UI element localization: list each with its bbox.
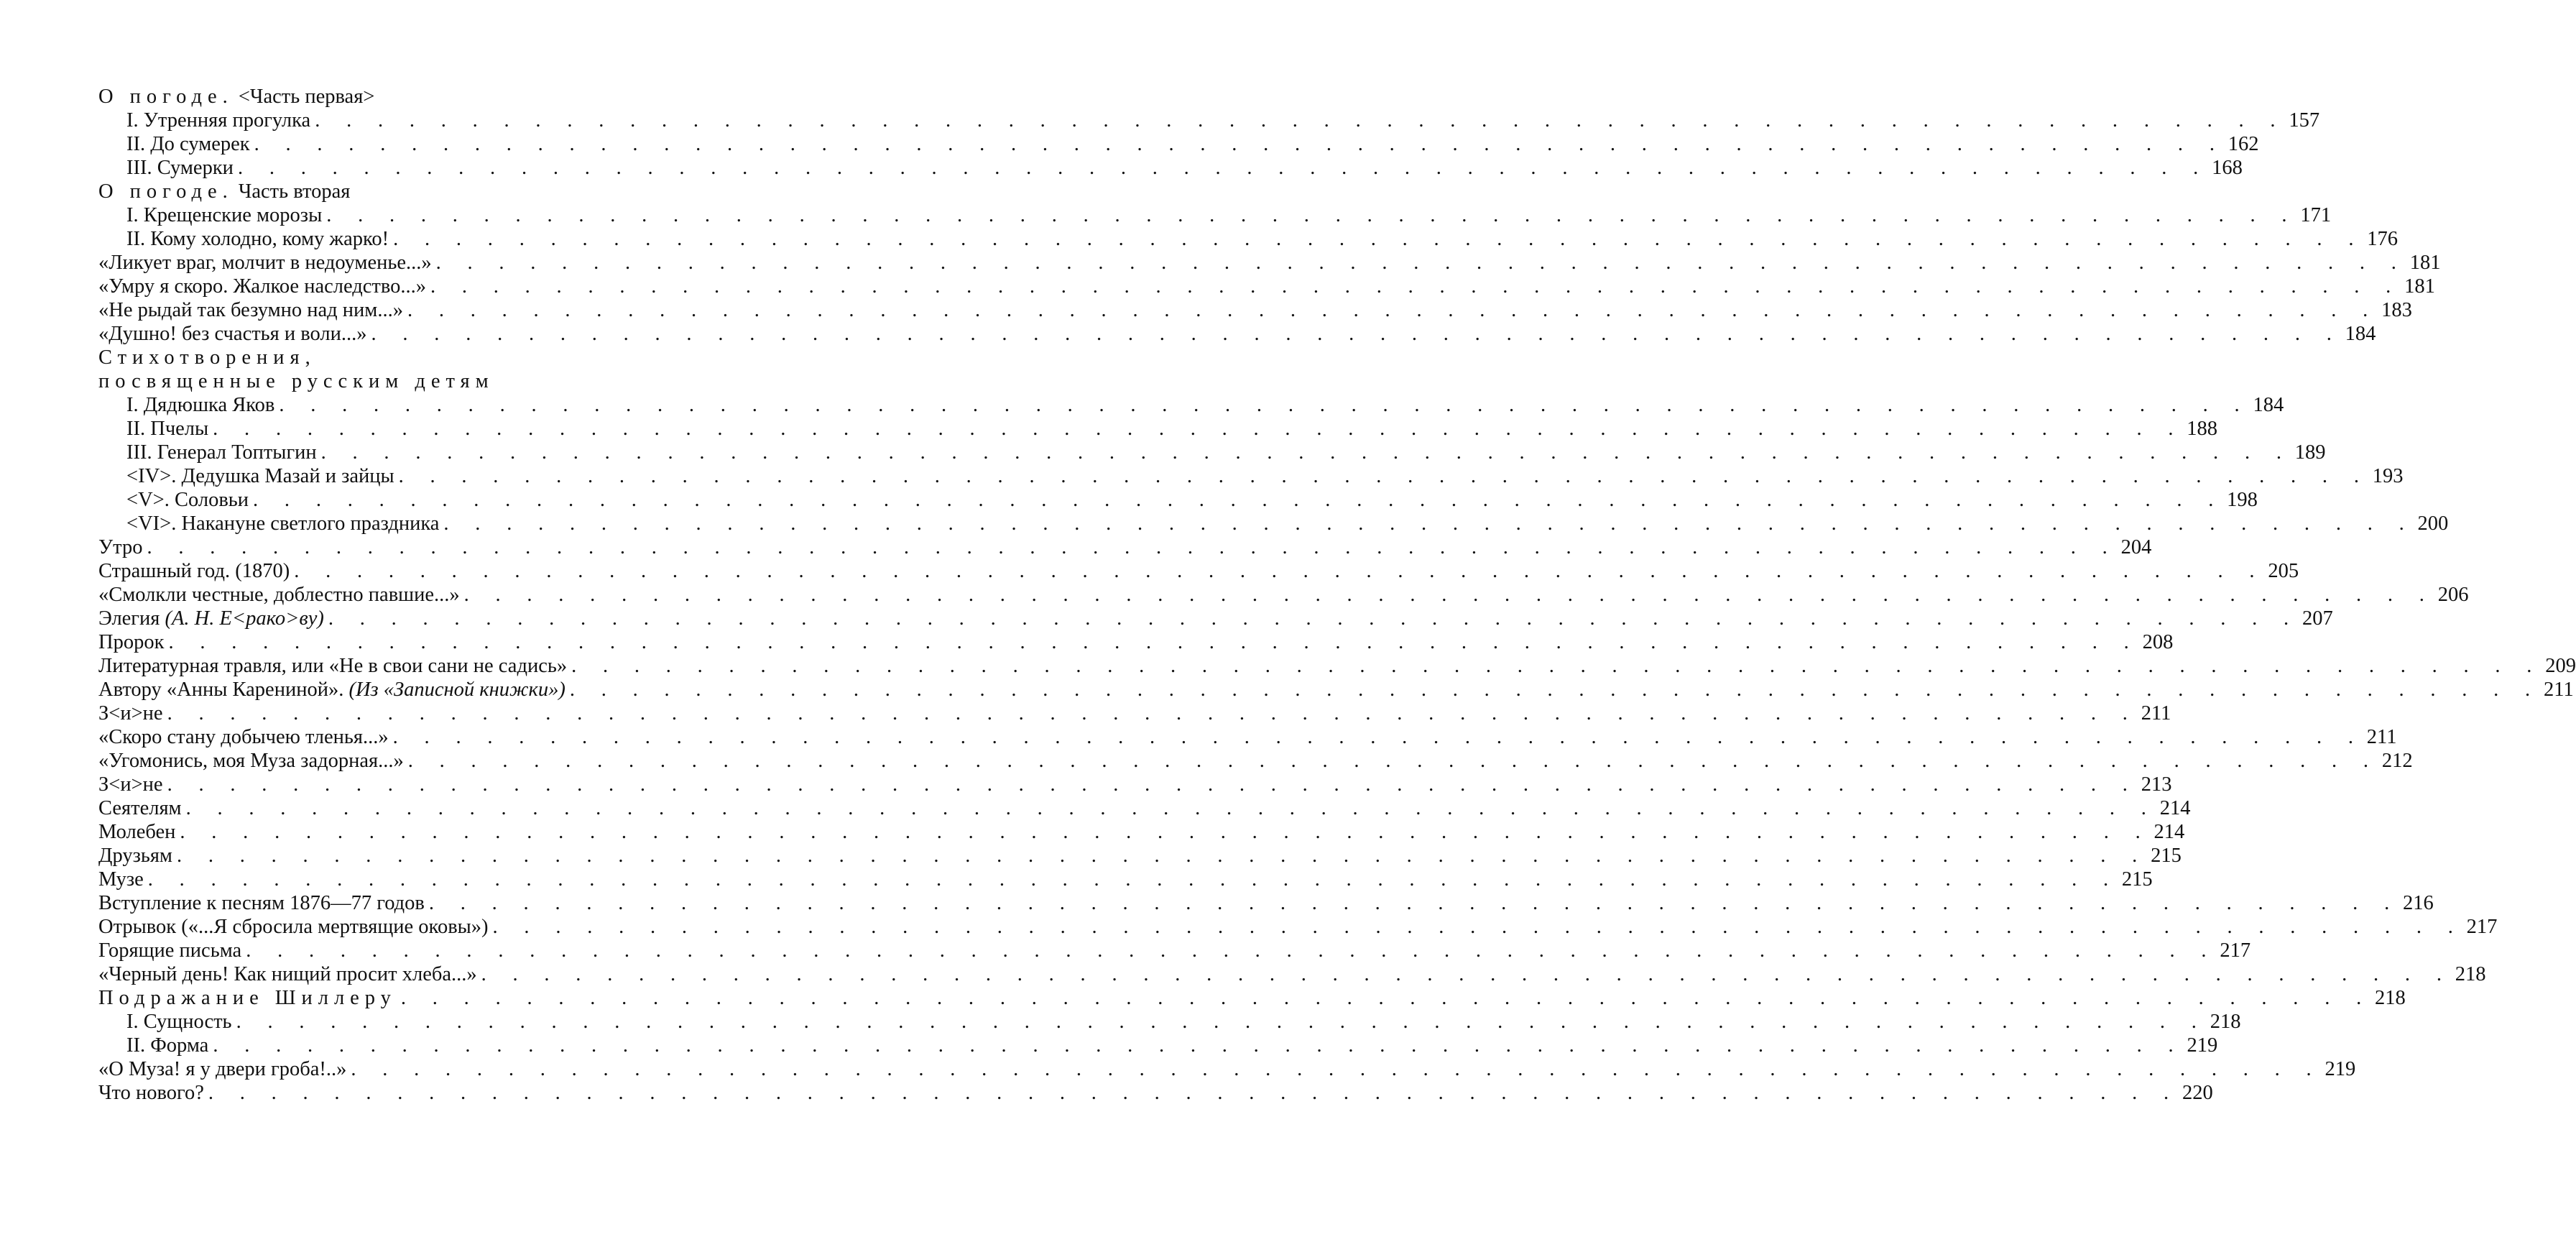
dot-leader: . . . . . . . . . . . . . . . . . . . . . . . . . . . . . . . . . . . . . . . . . . . . . . . . . . . . . . . . . . . . . . . — [481, 963, 2452, 985]
toc-entry[interactable] — [98, 939, 2251, 962]
dot-leader: . . . . . . . . . . . . . . . . . . . . . . . . . . . . . . . . . . . . . . . . . . . . . . . . . . . . . . . . . . . . . . . — [213, 1034, 2184, 1057]
toc-entry-title — [126, 156, 234, 180]
toc-section-title: О погоде. — [98, 180, 234, 203]
toc-entry[interactable] — [98, 654, 2576, 678]
dot-leader: . . . . . . . . . . . . . . . . . . . . . . . . . . . . . . . . . . . . . . . . . . . . . . . . . . . . . . . . . . . . . . . — [254, 133, 2225, 155]
toc-page-number: 193 — [2372, 465, 2404, 487]
toc-entry-title — [98, 607, 324, 630]
toc-entry[interactable] — [98, 725, 2397, 749]
toc-page-number: 220 — [2182, 1082, 2213, 1104]
toc-page-number: 205 — [2268, 560, 2299, 582]
toc-page-number: 214 — [2153, 821, 2185, 843]
toc-entry-title — [126, 393, 274, 417]
toc-entry-title — [98, 1057, 346, 1081]
toc-entry-title-text: «О Муза! я у двери гроба!..» — [98, 1058, 347, 1080]
toc-entry-title — [126, 1034, 208, 1057]
toc-entry[interactable] — [98, 749, 2413, 773]
toc-entry-title — [98, 275, 426, 298]
toc-page-number: 209 — [2545, 655, 2576, 677]
dot-leader: . . . . . . . . . . . . . . . . . . . . . . . . . . . . . . . . . . . . . . . . . . . . . . . . . . . . . . . . . . . . . . . — [351, 1058, 2322, 1080]
toc-entry-note: (Из «Записной книжки») — [348, 679, 565, 701]
toc-section-title: посвященные русским детям — [98, 370, 494, 392]
toc-entry-title-text: «Не рыдай так безумно над ним...» — [98, 299, 403, 321]
toc-page-number: 218 — [2210, 1011, 2241, 1033]
toc-entry[interactable] — [98, 464, 2404, 488]
dot-leader: . . . . . . . . . . . . . . . . . . . . . . . . . . . . . . . . . . . . . . . . . . . . . . . . . . . . . . . . . . . . . . . — [167, 773, 2138, 796]
toc-page-number: 184 — [2253, 394, 2284, 416]
dot-leader: . . . . . . . . . . . . . . . . . . . . . . . . . . . . . . . . . . . . . . . . . . . . . . . . . . . . . . . . . . . . . . . — [253, 489, 2225, 511]
toc-entry[interactable] — [98, 322, 2376, 346]
toc-page-number: 213 — [2141, 773, 2172, 796]
toc-entry-title-text: «Скоро стану добычею тленья...» — [98, 726, 389, 748]
toc-page-number: 216 — [2403, 892, 2434, 914]
dot-leader: . . . . . . . . . . . . . . . . . . . . . . . . . . . . . . . . . . . . . . . . . . . . . . . . . . . . . . . . . . . . . . . — [400, 987, 2373, 1009]
toc-entry-title — [126, 488, 249, 512]
dot-leader: . . . . . . . . . . . . . . . . . . . . . . . . . . . . . . . . . . . . . . . . . . . . . . . . . . . . . . . . . . . . . . . — [147, 868, 2119, 891]
toc-entry-title-text: Подражание Шиллеру — [98, 987, 397, 1009]
toc-entry-title — [126, 109, 310, 132]
toc-page-number: 206 — [2437, 584, 2469, 606]
toc-entry[interactable] — [98, 820, 2185, 844]
toc-entry[interactable] — [98, 132, 2259, 156]
toc-entry[interactable] — [98, 1057, 2356, 1081]
toc-entry-title — [126, 203, 322, 227]
toc-entry-title-text: Вступление к песням 1876—77 годов — [98, 892, 425, 914]
toc-entry-title — [98, 962, 477, 986]
toc-page-number: 212 — [2381, 750, 2413, 772]
toc-section-heading — [98, 369, 685, 393]
toc-entry-title — [98, 298, 403, 322]
toc-entry[interactable] — [98, 796, 2191, 820]
toc-entry-title-text: II. Форма — [126, 1034, 209, 1057]
toc-entry[interactable] — [98, 702, 2171, 725]
toc-section-title: О погоде. — [98, 86, 234, 108]
toc-page-number: 218 — [2455, 963, 2486, 985]
toc-entry[interactable] — [98, 559, 2299, 583]
toc-entry-title-text: «Умру я скоро. Жалкое наследство...» — [98, 275, 426, 298]
dot-leader: . . . . . . . . . . . . . . . . . . . . . . . . . . . . . . . . . . . . . . . . . . . . . . . . . . . . . . . . . . . . . . . — [147, 536, 2118, 558]
toc-entry-title — [126, 417, 208, 441]
toc-page-number: 181 — [2409, 252, 2441, 274]
toc-entry-title-text: «Ликует враг, молчит в недоуменье...» — [98, 252, 432, 274]
toc-entry-title — [98, 630, 164, 654]
toc-entry-title-text: Утро — [98, 536, 143, 558]
toc-page-number: 208 — [2142, 631, 2174, 653]
toc-section-heading — [98, 346, 685, 369]
toc-entry-title-text: «Смолкли честные, доблестно павшие...» — [98, 584, 460, 606]
dot-leader: . . . . . . . . . . . . . . . . . . . . . . . . . . . . . . . . . . . . . . . . . . . . . . . . . . . . . . . . . . . . . . . — [208, 1082, 2179, 1104]
toc-entry[interactable] — [98, 488, 2258, 512]
toc-entry[interactable] — [98, 1081, 2213, 1105]
toc-page-number: 218 — [2375, 987, 2406, 1009]
toc-page-number: 184 — [2345, 323, 2376, 345]
dot-leader: . . . . . . . . . . . . . . . . . . . . . . . . . . . . . . . . . . . . . . . . . . . . . . . . . . . . . . . . . . . . . . . — [463, 584, 2435, 606]
dot-leader: . . . . . . . . . . . . . . . . . . . . . . . . . . . . . . . . . . . . . . . . . . . . . . . . . . . . . . . . . . . . . . . — [428, 892, 2401, 914]
toc-entry-title-text: II. До сумерек — [126, 133, 250, 155]
dot-leader: . . . . . . . . . . . . . . . . . . . . . . . . . . . . . . . . . . . . . . . . . . . . . . . . . . . . . . . . . . . . . . . — [185, 797, 2157, 819]
dot-leader: . . . . . . . . . . . . . . . . . . . . . . . . . . . . . . . . . . . . . . . . . . . . . . . . . . . . . . . . . . . . . . . — [571, 655, 2543, 677]
toc-entry-title-text: Элегия — [98, 607, 165, 630]
toc-page-number: 219 — [2187, 1034, 2218, 1057]
toc-section-subtitle: Часть вторая — [233, 180, 351, 203]
table-of-contents — [98, 85, 2576, 1105]
toc-entry-title — [126, 1010, 232, 1034]
dot-leader: . . . . . . . . . . . . . . . . . . . . . . . . . . . . . . . . . . . . . . . . . . . . . . . . . . . . . . . . . . . . . . . — [392, 726, 2364, 748]
toc-entry-title — [126, 441, 317, 464]
toc-entry-title-text: Страшный год. (1870) — [98, 560, 290, 582]
dot-leader: . . . . . . . . . . . . . . . . . . . . . . . . . . . . . . . . . . . . . . . . . . . . . . . . . . . . . . . . . . . . . . . — [279, 394, 2250, 416]
toc-entry[interactable] — [98, 512, 2449, 535]
toc-entry-title — [98, 559, 290, 583]
toc-entry-title — [98, 749, 404, 773]
toc-entry[interactable] — [98, 1034, 2218, 1057]
dot-leader: . . . . . . . . . . . . . . . . . . . . . . . . . . . . . . . . . . . . . . . . . . . . . . . . . . . . . . . . . . . . . . . — [371, 323, 2342, 345]
toc-page-number: 219 — [2325, 1058, 2356, 1080]
toc-entry[interactable] — [98, 441, 2326, 464]
toc-entry-note: (А. Н. Е<рако>ву) — [165, 607, 324, 630]
toc-entry[interactable] — [98, 203, 2332, 227]
dot-leader: . . . . . . . . . . . . . . . . . . . . . . . . . . . . . . . . . . . . . . . . . . . . . . . . . . . . . . . . . . . . . . . — [213, 418, 2184, 440]
toc-entry-title-text: I. Дядюшка Яков — [126, 394, 275, 416]
toc-page-number: 171 — [2300, 204, 2332, 226]
dot-leader: . . . . . . . . . . . . . . . . . . . . . . . . . . . . . . . . . . . . . . . . . . . . . . . . . . . . . . . . . . . . . . . — [407, 299, 2379, 321]
toc-page-number: 189 — [2294, 441, 2326, 464]
toc-entry-title — [98, 702, 163, 725]
toc-entry-title-text: «Черный день! Как нищий просит хлеба...» — [98, 963, 477, 985]
toc-entry-title-text: Литературная травля, или «Не в свои сани не садись» — [98, 655, 568, 677]
toc-page-number: 215 — [2121, 868, 2153, 891]
toc-entry-title-text: Автору «Анны Карениной». — [98, 679, 349, 701]
toc-entry-title-text: «Угомонись, моя Муза задорная...» — [98, 750, 404, 772]
toc-entry[interactable] — [98, 251, 2441, 275]
dot-leader: . . . . . . . . . . . . . . . . . . . . . . . . . . . . . . . . . . . . . . . . . . . . . . . . . . . . . . . . . . . . . . . — [237, 157, 2210, 179]
toc-section-title: Стихотворения, — [98, 346, 316, 369]
toc-entry-title-text: Горящие письма — [98, 939, 242, 962]
dot-leader: . . . . . . . . . . . . . . . . . . . . . . . . . . . . . . . . . . . . . . . . . . . . . . . . . . . . . . . . . . . . . . . — [393, 228, 2365, 250]
toc-entry[interactable] — [98, 156, 2243, 180]
toc-page-number: 214 — [2159, 797, 2191, 819]
toc-entry-title — [98, 891, 425, 915]
toc-entry-title — [98, 773, 163, 796]
dot-leader: . . . . . . . . . . . . . . . . . . . . . . . . . . . . . . . . . . . . . . . . . . . . . . . . . . . . . . . . . . . . . . . — [236, 1011, 2207, 1033]
toc-entry-title-text: З<и>не — [98, 773, 163, 796]
toc-entry-title — [98, 939, 241, 962]
dot-leader: . . . . . . . . . . . . . . . . . . . . . . . . . . . . . . . . . . . . . . . . . . . . . . . . . . . . . . . . . . . . . . . — [176, 845, 2148, 867]
toc-entry[interactable] — [98, 630, 2174, 654]
toc-entry[interactable] — [98, 109, 2320, 132]
toc-entry-title-text: II. Пчелы — [126, 418, 209, 440]
toc-entry[interactable] — [98, 393, 2284, 417]
toc-entry-title — [126, 512, 439, 535]
toc-page-number: 217 — [2466, 916, 2498, 938]
toc-entry-title — [98, 583, 460, 607]
toc-entry-title — [98, 678, 565, 702]
toc-entry-title — [98, 796, 182, 820]
toc-entry[interactable] — [98, 962, 2486, 986]
toc-entry-title — [98, 654, 567, 678]
dot-leader: . . . . . . . . . . . . . . . . . . . . . . . . . . . . . . . . . . . . . . . . . . . . . . . . . . . . . . . . . . . . . . . — [569, 679, 2541, 701]
toc-entry[interactable] — [98, 417, 2218, 441]
toc-entry-title — [98, 251, 432, 275]
toc-entry-title — [126, 464, 394, 488]
toc-entry[interactable] — [98, 915, 2498, 939]
dot-leader: . . . . . . . . . . . . . . . . . . . . . . . . . . . . . . . . . . . . . . . . . . . . . . . . . . . . . . . . . . . . . . . — [294, 560, 2266, 582]
toc-section-heading — [98, 180, 685, 203]
toc-entry-title — [98, 844, 172, 868]
toc-entry[interactable] — [98, 275, 2435, 298]
dot-leader: . . . . . . . . . . . . . . . . . . . . . . . . . . . . . . . . . . . . . . . . . . . . . . . . . . . . . . . . . . . . . . . — [315, 109, 2286, 132]
dot-leader: . . . . . . . . . . . . . . . . . . . . . . . . . . . . . . . . . . . . . . . . . . . . . . . . . . . . . . . . . . . . . . . — [430, 275, 2402, 298]
toc-entry[interactable] — [98, 868, 2153, 891]
toc-entry-title-text: <V>. Соловьи — [126, 489, 249, 511]
toc-page-number: 217 — [2220, 939, 2251, 962]
toc-page-number: 200 — [2417, 512, 2449, 535]
toc-entry-title-text: Молебен — [98, 821, 176, 843]
toc-page-number: 215 — [2151, 845, 2182, 867]
toc-entry[interactable] — [98, 678, 2574, 702]
dot-leader: . . . . . . . . . . . . . . . . . . . . . . . . . . . . . . . . . . . . . . . . . . . . . . . . . . . . . . . . . . . . . . . — [167, 702, 2138, 725]
toc-entry-title — [98, 986, 397, 1010]
toc-entry-title-text: Друзьям — [98, 845, 172, 867]
dot-leader: . . . . . . . . . . . . . . . . . . . . . . . . . . . . . . . . . . . . . . . . . . . . . . . . . . . . . . . . . . . . . . . — [180, 821, 2151, 843]
toc-entry[interactable] — [98, 535, 2152, 559]
toc-entry-title-text: Пророк — [98, 631, 165, 653]
toc-entry-title — [98, 820, 175, 844]
toc-entry[interactable] — [98, 844, 2182, 868]
toc-entry[interactable] — [98, 773, 2172, 796]
toc-page-number: 168 — [2212, 157, 2243, 179]
toc-entry[interactable] — [98, 1010, 2241, 1034]
toc-page-number: 211 — [2141, 702, 2171, 725]
toc-entry[interactable] — [98, 891, 2434, 915]
toc-entry-title-text: <IV>. Дедушка Мазай и зайцы — [126, 465, 394, 487]
toc-entry-title-text: I. Крещенские морозы — [126, 204, 323, 226]
toc-entry-title — [126, 227, 389, 251]
toc-entry-title-text: I. Утренняя прогулка — [126, 109, 311, 132]
dot-leader: . . . . . . . . . . . . . . . . . . . . . . . . . . . . . . . . . . . . . . . . . . . . . . . . . . . . . . . . . . . . . . . — [407, 750, 2379, 772]
toc-page-number: 183 — [2381, 299, 2412, 321]
toc-entry-title — [98, 1081, 204, 1105]
toc-section-subtitle: <Часть первая> — [233, 86, 375, 108]
toc-entry-title — [98, 725, 389, 749]
toc-page-number: 188 — [2187, 418, 2218, 440]
toc-page-number: 198 — [2227, 489, 2258, 511]
toc-entry[interactable] — [98, 583, 2469, 607]
toc-page-number: 162 — [2228, 133, 2259, 155]
toc-entry-title-text: «Душно! без счастья и воли...» — [98, 323, 367, 345]
toc-entry-title-text: Сеятелям — [98, 797, 182, 819]
dot-leader: . . . . . . . . . . . . . . . . . . . . . . . . . . . . . . . . . . . . . . . . . . . . . . . . . . . . . . . . . . . . . . . — [246, 939, 2217, 962]
toc-entry-title-text: Музе — [98, 868, 144, 891]
toc-page-number: 207 — [2302, 607, 2333, 630]
toc-entry[interactable] — [98, 227, 2399, 251]
toc-entry-title-text: <VI>. Накануне светлого праздника — [126, 512, 440, 535]
toc-section-heading — [98, 85, 685, 109]
toc-page-number: 157 — [2289, 109, 2320, 132]
dot-leader: . . . . . . . . . . . . . . . . . . . . . . . . . . . . . . . . . . . . . . . . . . . . . . . . . . . . . . . . . . . . . . . — [443, 512, 2415, 535]
toc-page-number: 211 — [2544, 679, 2574, 701]
toc-entry-title-text: Что нового? — [98, 1082, 204, 1104]
toc-entry-title — [98, 915, 489, 939]
dot-leader: . . . . . . . . . . . . . . . . . . . . . . . . . . . . . . . . . . . . . . . . . . . . . . . . . . . . . . . . . . . . . . . — [435, 252, 2407, 274]
dot-leader: . . . . . . . . . . . . . . . . . . . . . . . . . . . . . . . . . . . . . . . . . . . . . . . . . . . . . . . . . . . . . . . — [320, 441, 2292, 464]
toc-entry-title-text: З<и>не — [98, 702, 163, 725]
dot-leader: . . . . . . . . . . . . . . . . . . . . . . . . . . . . . . . . . . . . . . . . . . . . . . . . . . . . . . . . . . . . . . . — [168, 631, 2140, 653]
toc-page-number: 211 — [2366, 726, 2397, 748]
dot-leader: . . . . . . . . . . . . . . . . . . . . . . . . . . . . . . . . . . . . . . . . . . . . . . . . . . . . . . . . . . . . . . . — [328, 607, 2299, 630]
toc-page-number: 181 — [2404, 275, 2435, 298]
toc-entry-title — [98, 868, 144, 891]
toc-entry-title — [98, 535, 142, 559]
toc-entry-title — [126, 132, 250, 156]
toc-entry[interactable] — [98, 986, 2406, 1010]
toc-entry-title-text: I. Сущность — [126, 1011, 232, 1033]
toc-entry-title-text: III. Сумерки — [126, 157, 234, 179]
toc-page-number: 176 — [2367, 228, 2399, 250]
toc-entry-title-text: II. Кому холодно, кому жарко! — [126, 228, 389, 250]
dot-leader: . . . . . . . . . . . . . . . . . . . . . . . . . . . . . . . . . . . . . . . . . . . . . . . . . . . . . . . . . . . . . . . — [326, 204, 2298, 226]
toc-page-number: 204 — [2120, 536, 2152, 558]
toc-entry-title-text: III. Генерал Топтыгин — [126, 441, 317, 464]
dot-leader: . . . . . . . . . . . . . . . . . . . . . . . . . . . . . . . . . . . . . . . . . . . . . . . . . . . . . . . . . . . . . . . — [398, 465, 2370, 487]
toc-entry-title-text: Отрывок («...Я сбросила мертвящие оковы») — [98, 916, 489, 938]
toc-entry[interactable] — [98, 607, 2333, 630]
toc-entry[interactable] — [98, 298, 2412, 322]
dot-leader: . . . . . . . . . . . . . . . . . . . . . . . . . . . . . . . . . . . . . . . . . . . . . . . . . . . . . . . . . . . . . . . — [492, 916, 2464, 938]
toc-entry-title — [98, 322, 367, 346]
